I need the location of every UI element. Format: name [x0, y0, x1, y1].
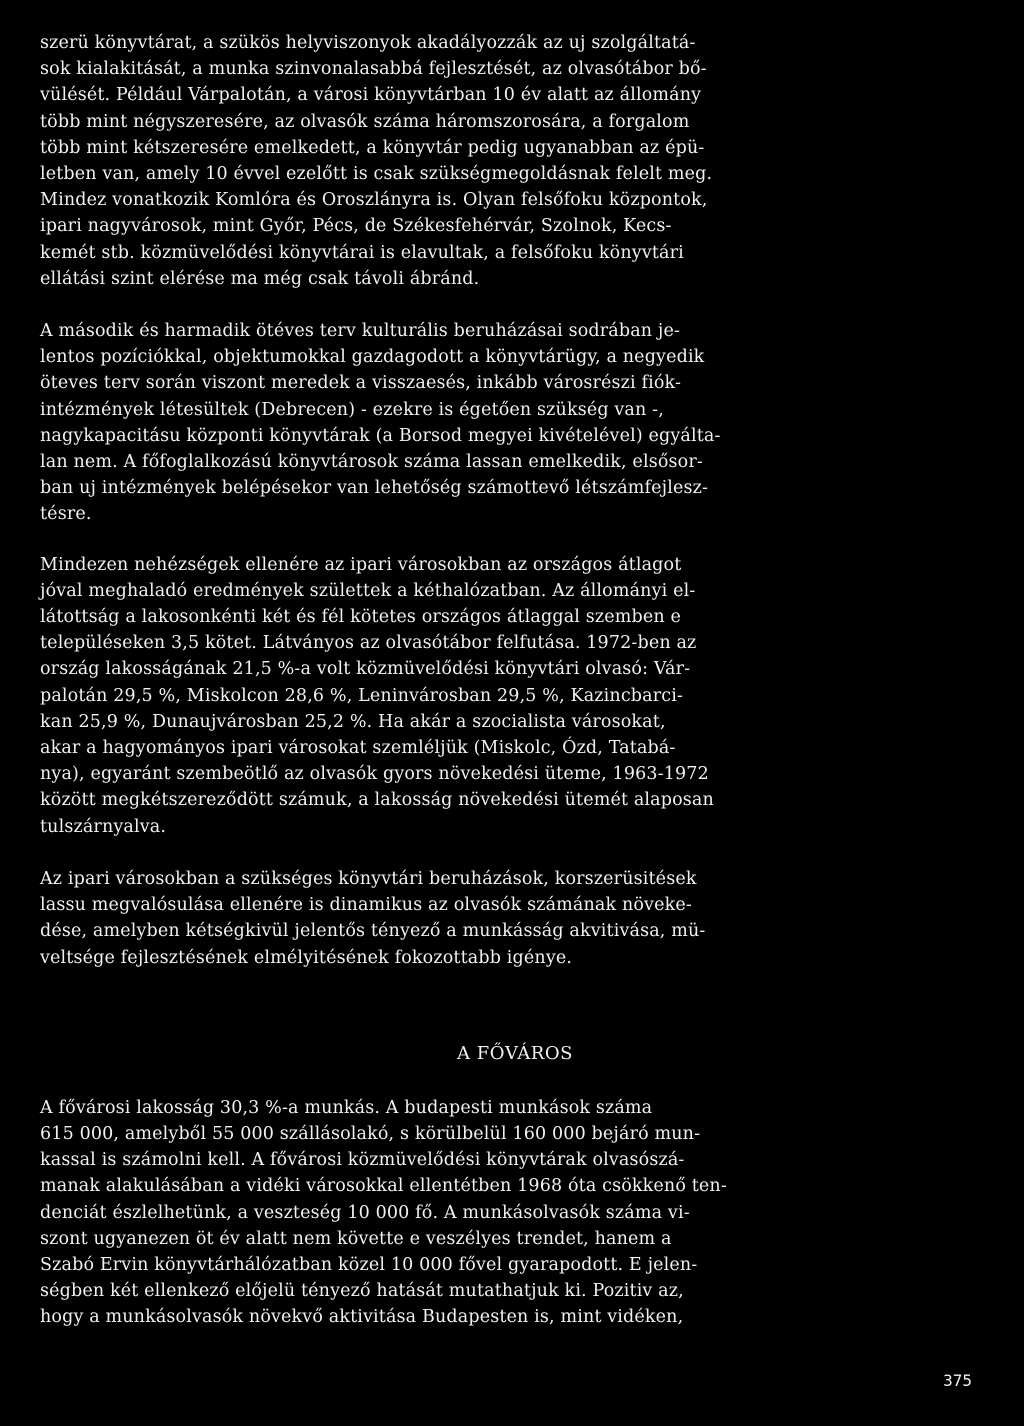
- text-line: látottság a lakosonkénti két és fél kötetes országos átlaggal szemben e: [40, 607, 681, 628]
- text-line: lan nem. A főfoglalkozású könyvtárosok száma lassan emelkedik, elsősor-: [40, 452, 703, 473]
- text-line: A fővárosi lakosság 30,3 %-a munkás. A budapesti munkások száma: [40, 1097, 653, 1118]
- text-line: Az ipari városokban a szükséges könyvtári beruházások, korszerüsitések: [40, 868, 697, 889]
- text-line: denciát észlelhetünk, a veszteség 10 000 fő. A munkásolvasók száma vi-: [40, 1202, 690, 1223]
- text-line: több mint négyszeresére, az olvasók száma háromszorosára, a forgalom: [40, 111, 690, 132]
- text-line: veltsége fejlesztésének elmélyitésének fokozottabb igénye.: [40, 947, 573, 968]
- text-line: nagykapacitásu központi könyvtárak (a Borsod megyei kivételével) egyálta-: [40, 425, 721, 446]
- text-line: 615 000, amelyből 55 000 szállásolakó, s körülbelül 160 000 bejáró mun-: [40, 1123, 701, 1144]
- text-line: jóval meghaladó eredmények születtek a kéthalózatban. Az állományi el-: [40, 580, 696, 601]
- text-line: lassu megvalósulása ellenére is dinamikus az olvasók számának növeke-: [40, 895, 692, 916]
- page-number: 375: [943, 1371, 972, 1390]
- paragraph-3: [40, 552, 990, 840]
- text-line: sok kialakitását, a munka szinvonalasabbá fejlesztését, az olvasótábor bő-: [40, 59, 707, 80]
- paragraph-5: [40, 1095, 990, 1331]
- paragraph-4: [40, 866, 990, 971]
- text-line: öteves terv során viszont meredek a visszaesés, inkább városrészi fiók-: [40, 373, 682, 394]
- text-line: letben van, amely 10 évvel ezelőtt is csak szükségmegoldásnak felelt meg.: [40, 164, 713, 185]
- text-line: Szabó Ervin könyvtárhálózatban közel 10 000 fővel gyarapodott. E jelen-: [40, 1254, 698, 1275]
- text-line: településeken 3,5 kötet. Látványos az olvasótábor felfutása. 1972-ben az: [40, 633, 697, 654]
- text-line: lentos pozíciókkal, objektumokkal gazdagodott a könyvtárügy, a negyedik: [40, 347, 705, 368]
- text-line: Mindez vonatkozik Komlóra és Oroszlányra is. Olyan felsőfoku központok,: [40, 190, 708, 211]
- text-line: ellátási szint elérése ma még csak távoli ábránd.: [40, 268, 480, 289]
- text-line: hogy a munkásolvasók növekvő aktivitása Budapesten is, mint vidéken,: [40, 1307, 684, 1328]
- text-line: dése, amelyben kétségkivül jelentős tényező a munkásság akvitivása, mü-: [40, 921, 706, 942]
- text-line: kassal is számolni kell. A fővárosi közmüvelődési könyvtárak olvasószá-: [40, 1150, 685, 1171]
- paragraph-2: [40, 318, 990, 528]
- text-line: akar a hagyományos ipari városokat szemléljük (Miskolc, Ózd, Tatabá-: [40, 738, 676, 759]
- text-line: Mindezen nehézségek ellenére az ipari városokban az országos átlagot: [40, 554, 682, 575]
- text-line: ban uj intézmények belépésekor van lehetőség számottevő létszámfejlesz-: [40, 478, 709, 499]
- text-line: kemét stb. közmüvelődési könyvtárai is elavultak, a felsőfoku könyvtári: [40, 242, 684, 263]
- text-line: között megkétszereződött számuk, a lakosság növekedési ütemét alaposan: [40, 790, 714, 811]
- text-line: intézmények létesültek (Debrecen) - ezekre is égetően szükség van -,: [40, 399, 664, 420]
- text-line: tulszárnyalva.: [40, 816, 167, 837]
- text-line: kan 25,9 %, Dunaujvárosban 25,2 %. Ha akár a szocialista városokat,: [40, 711, 666, 732]
- text-line: tésre.: [40, 504, 92, 525]
- text-line: palotán 29,5 %, Miskolcon 28,6 %, Leninvárosban 29,5 %, Kazincbarci-: [40, 685, 684, 706]
- text-line: manak alakulásában a vidéki városokkal ellentétben 1968 óta csökkenő ten-: [40, 1176, 727, 1197]
- paragraph-1: [40, 30, 990, 292]
- text-line: A második és harmadik ötéves terv kulturális beruházásai sodrában je-: [40, 321, 681, 342]
- text-line: vülését. Például Várpalotán, a városi könyvtárban 10 év alatt az állomány: [40, 85, 702, 106]
- text-line: nya), egyaránt szembeötlő az olvasók gyors növekedési üteme, 1963-1972: [40, 764, 709, 785]
- text-line: ország lakosságának 21,5 %-a volt közmüvelődési könyvtári olvasó: Vár-: [40, 659, 691, 680]
- text-line: szerü könyvtárat, a szükös helyviszonyok akadályozzák az uj szolgáltatá-: [40, 33, 696, 53]
- section-heading: A FŐVÁROS: [457, 1042, 573, 1064]
- text-line: több mint kétszeresére emelkedett, a könyvtár pedig ugyanabban az épü-: [40, 137, 705, 158]
- text-line: ipari nagyvárosok, mint Győr, Pécs, de Székesfehérvár, Szolnok, Kecs-: [40, 216, 672, 237]
- document-page: [40, 30, 990, 1331]
- text-line: ségben két ellenkező előjelü tényező hatását mutathatjuk ki. Pozitiv az,: [40, 1281, 684, 1302]
- text-line: szont ugyanezen öt év alatt nem követte e veszélyes trendet, hanem a: [40, 1228, 672, 1249]
